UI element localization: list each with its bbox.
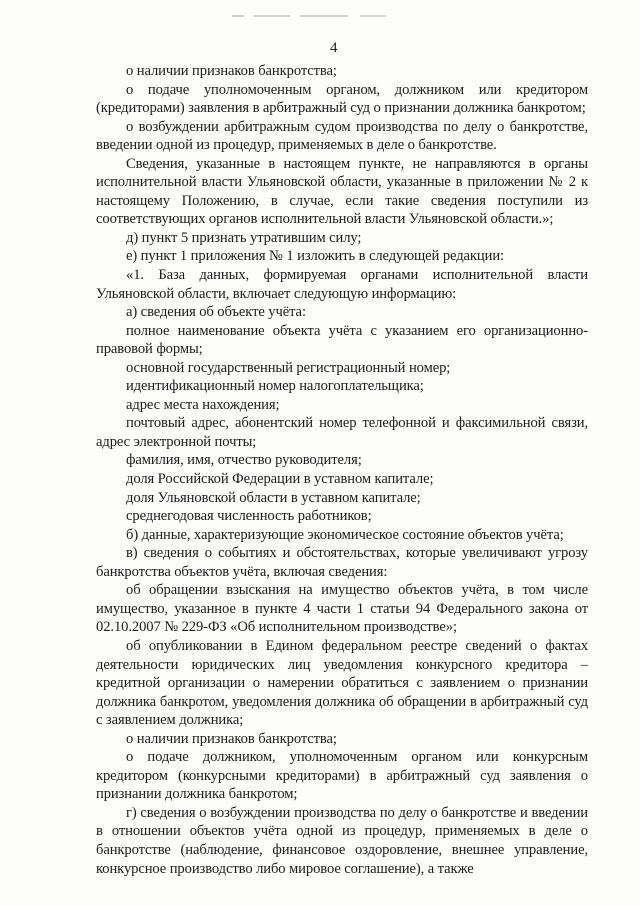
paragraph: доля Ульяновской области в уставном капитале; — [126, 489, 421, 506]
page-number: 4 — [330, 40, 338, 56]
paragraph: в) сведения о событиях и обстоятельствах, которые увеличивают угрозу банкротства объектов учёта, включая сведения: — [96, 545, 588, 580]
paragraph: идентификационный номер налогоплательщика; — [126, 378, 424, 395]
paragraph: о наличии признаков банкротства; — [126, 63, 337, 79]
paragraph: о наличии признаков банкротства; — [126, 730, 337, 747]
paragraph: почтовый адрес, абонентский номер телефонной и факсимильной связи, адрес электронной почты; — [96, 415, 588, 450]
paragraph: о подаче уполномоченным органом, должником или кредитором (кредиторами) заявления в арбитражный суд о признании должника банкротом; — [96, 81, 588, 117]
paragraph: д) пункт 5 признать утратившим силу; — [126, 229, 362, 246]
paragraph: среднегодовая численность работников; — [126, 508, 372, 525]
paragraph: фамилия, имя, отчество руководителя; — [126, 452, 362, 469]
paragraph: о подаче должником, уполномоченным органом или конкурсным кредитором (конкурсными кредиторами) в арбитражный суд заявления о признании должника банкротом; — [96, 749, 588, 803]
paragraph: Сведения, указанные в настоящем пункте, не направляются в органы исполнительной власти Ульяновской области, указанные в приложении № 2 к настоящему Положению, в случае, если такие сведения поступили из соответствующих органов исполнительной власти Ульяновской области.»; — [96, 155, 588, 228]
paragraph: а) сведения об объекте учёта: — [126, 304, 306, 321]
paragraph: о возбуждении арбитражным судом производства по делу о банкротстве, введении одной из процедур, применяемых в деле о банкротстве. — [96, 118, 588, 154]
paragraph: г) сведения о возбуждении производства по делу о банкротстве и введении в отношении объектов учёта одной из процедур, применяемых в деле о банкротстве (наблюдение, финансовое оздоровление, внешнее управление, конкурсное производство либо мировое соглашение), а также — [96, 804, 588, 877]
paragraph: об обращении взыскания на имущество объектов учёта, в том числе имущество, указанное в пункте 4 части 1 статьи 94 Федерального закона от 02.10.2007 № 229-ФЗ «Об исполнительном производстве»; — [96, 582, 588, 636]
paragraph: доля Российской Федерации в уставном капитале; — [126, 471, 434, 488]
paragraph: полное наименование объекта учёта с указанием его организационно-правовой формы; — [96, 322, 588, 358]
paragraph: е) пункт 1 приложения № 1 изложить в следующей редакции: — [126, 248, 504, 265]
paragraph: адрес места нахождения; — [126, 396, 280, 413]
paragraph: основной государственный регистрационный номер; — [126, 359, 451, 376]
document-body — [96, 62, 588, 878]
paragraph: об опубликовании в Едином федеральном реестре сведений о фактах деятельности юридических лиц уведомления конкурсного кредитора – кредитной организации о намерении обратиться с заявлением о признании должника банкротом, уведомления должника об обращении в арбитражный суд с заявлением должника; — [96, 637, 588, 729]
scan-artifact-marks — [230, 14, 390, 18]
paragraph: б) данные, характеризующие экономическое состояние объектов учёта; — [126, 526, 564, 543]
paragraph: «1. База данных, формируемая органами исполнительной власти Ульяновской области, включает следующую информацию: — [96, 267, 588, 302]
